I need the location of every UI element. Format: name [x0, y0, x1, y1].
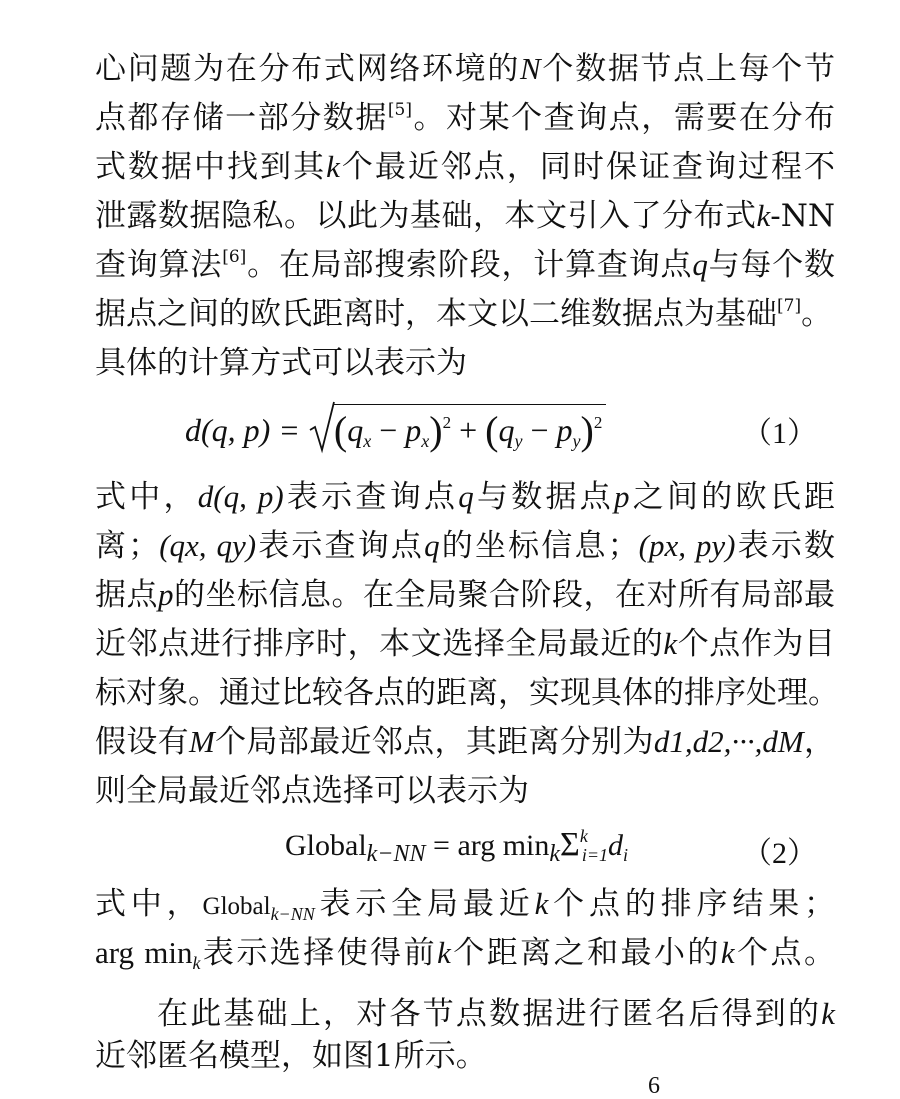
p2-line-3: 据点p的坐标信息。在全局聚合阶段，在对所有局部最: [95, 577, 835, 613]
p2-line-1: 式中，d(q, p)表示查询点q与数据点p之间的欧氏距: [95, 479, 836, 515]
p3-line-2: arg $\min_k$表示选择使得前k个距离之和最小的k个点。: [95, 935, 836, 973]
distance-list: d1,d2,···,dM: [653, 724, 804, 759]
citation-6: [6]: [222, 247, 247, 267]
citation-7: [7]: [777, 296, 802, 316]
p2-line-4: 近邻点进行排序时，本文选择全局最近的k个点作为目: [95, 626, 836, 662]
point-coordinates: (px, py): [638, 528, 736, 563]
p2-line-5: 标对象。通过比较各点的距离，实现具体的排序处理。: [95, 675, 839, 711]
equation-1-formula: d(q, p) = $(q_x - p_x)^2 + (q_y - p_y)^2$: [185, 404, 606, 454]
equation-1-number: （1）: [742, 417, 817, 450]
p1-line-1: 心问题为在分布式网络环境的N个数据节点上每个节: [95, 51, 835, 87]
p4-line-1: 在此基础上，对各节点数据进行匿名后得到的k: [157, 996, 835, 1032]
p1-line-5: 查询算法[6]。在局部搜索阶段，计算查询点q与每个数: [95, 247, 836, 283]
sqrt-sign: $(q_x - p_x)^2 + (q_y - p_y)^2$: [308, 404, 606, 454]
distance-formula: d(q, p): [197, 479, 284, 514]
p2-line-7: 则全局最近邻点选择可以表示为: [95, 773, 529, 809]
equation-1: [95, 398, 835, 458]
p1-line-4: 泄露数据隐私。以此为基础，本文引入了分布式k-NN: [95, 198, 835, 234]
p2-line-6: 假设有M个局部最近邻点，其距离分别为d1,d2,···,dM，: [95, 724, 836, 760]
p1-line-7: 具体的计算方式可以表示为: [95, 345, 467, 381]
citation-5: [5]: [387, 100, 412, 120]
p3-line-1: 式中，Global$_{k-NN}$表示全局最近k个点的排序结果；: [95, 886, 836, 924]
p2-line-2: 离；(qx, qy)表示查询点q的坐标信息；(px, py)表示数: [95, 528, 836, 564]
equation-2: [95, 818, 835, 878]
query-coordinates: (qx, qy): [159, 528, 257, 563]
equation-2-formula: Global$_{k-NN}$ = arg $\min_k\Sigma^k_{i=1}d_i$: [285, 826, 629, 867]
p1-line-3: 式数据中找到其k个最近邻点，同时保证查询过程不: [95, 149, 836, 185]
p1-line-6: 据点之间的欧氏距离时，本文以二维数据点为基础[7]。: [95, 296, 833, 332]
page-number-fragment: 6: [648, 1073, 660, 1099]
p1-line-2: 点都存储一部分数据[5]。对某个查询点，需要在分布: [95, 100, 836, 136]
equation-2-number: （2）: [742, 837, 817, 870]
p4-line-2: 近邻匿名模型，如图1所示。: [95, 1038, 487, 1074]
